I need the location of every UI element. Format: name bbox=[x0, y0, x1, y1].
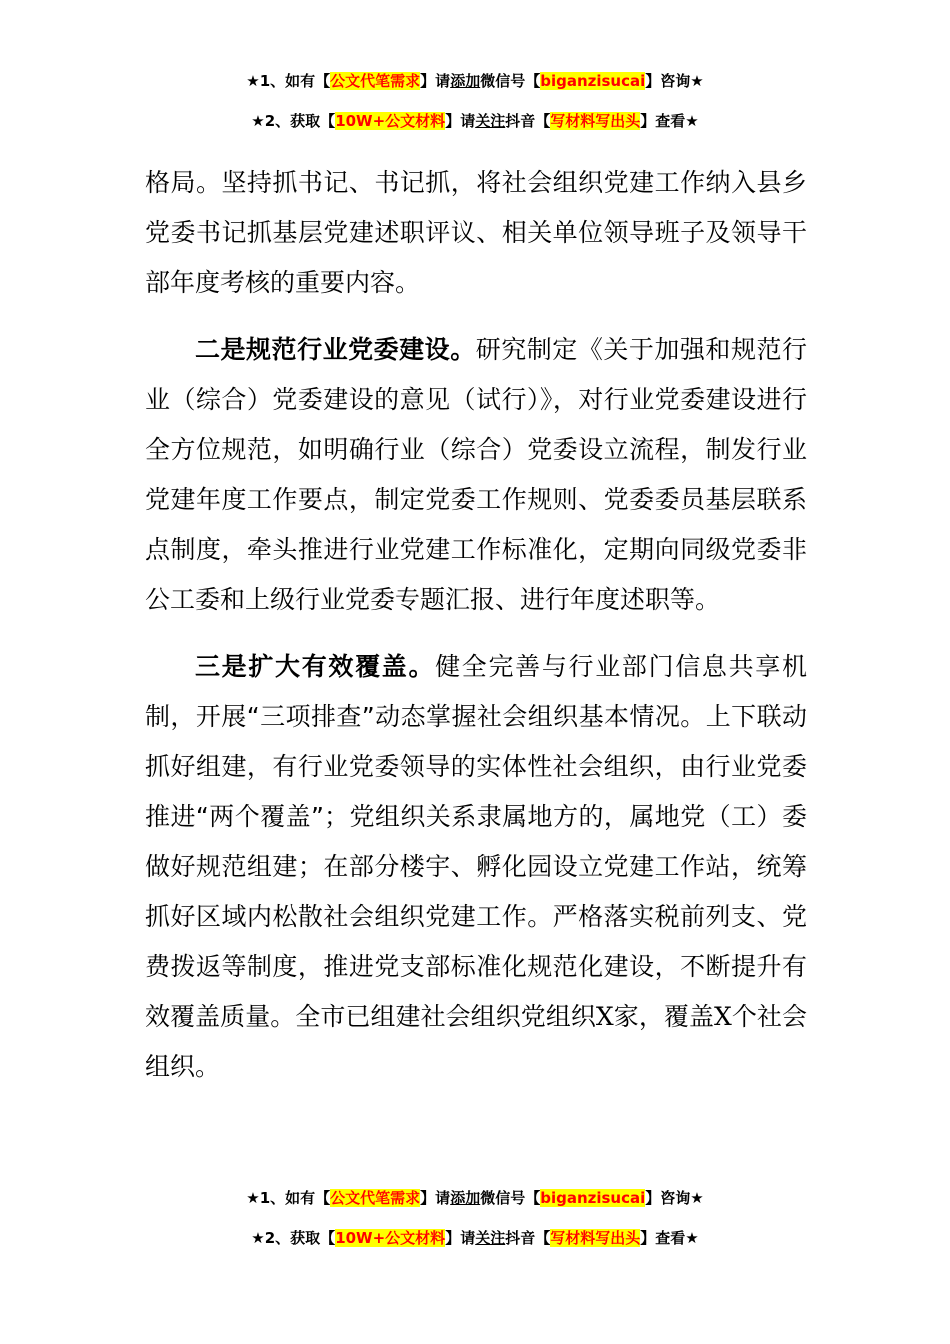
paragraph-2 bbox=[145, 325, 807, 625]
footer-line1-underline: 添加 bbox=[450, 1189, 481, 1207]
header-line2-mid2: 抖音【 bbox=[505, 112, 551, 130]
header-line2-mid1: 】请 bbox=[445, 112, 476, 130]
paragraph-3-text-c: 个社会组织。 bbox=[145, 1002, 807, 1081]
footer-line1-mid1: 】请 bbox=[420, 1189, 451, 1207]
header-line2-underline: 关注 bbox=[475, 112, 506, 130]
footer-banner-line1 bbox=[0, 1187, 950, 1209]
footer-line2-prefix: ★2、获取【 bbox=[251, 1229, 336, 1247]
paragraph-3-text-b: 家，覆盖 bbox=[613, 1002, 714, 1031]
paragraph-3-x2: X bbox=[714, 1002, 732, 1031]
footer-line2-suffix: 】查看★ bbox=[640, 1229, 699, 1247]
footer-line2-mid2: 抖音【 bbox=[505, 1229, 551, 1247]
paragraph-3-lead: 三是扩大有效覆盖。 bbox=[195, 652, 436, 681]
footer-line2-mid1: 】请 bbox=[445, 1229, 476, 1247]
header-line1-highlight-service: 公文代笔需求 bbox=[330, 72, 421, 90]
footer-line1-mid2: 微信号【 bbox=[480, 1189, 541, 1207]
footer-line2-highlight-materials: 10W+公文材料 bbox=[335, 1229, 446, 1247]
paragraph-1: 格局。坚持抓书记、书记抓，将社会组织党建工作纳入县乡党委书记抓基层党建述职评议、相关单位领导班子及领导干部年度考核的重要内容。 bbox=[145, 168, 807, 297]
document-body bbox=[145, 158, 807, 1109]
header-line1-mid1: 】请 bbox=[420, 72, 451, 90]
footer-banner-line2 bbox=[0, 1227, 950, 1249]
paragraph-3 bbox=[145, 642, 807, 1092]
header-banner-line1 bbox=[0, 70, 950, 92]
header-line1-highlight-wechat: biganzisucai bbox=[540, 72, 646, 90]
paragraph-3-text-a: 健全完善与行业部门信息共享机制，开展“三项排查”动态掌握社会组织基本情况。上下联动抓好组建，有行业党委领导的实体性社会组织，由行业党委推进“两个覆盖”；党组织关系隶属地方的，属地党（工）委做好规范组建；在部分楼宇、孵化园设立党建工作站，统筹抓好区域内松散社会组织党建工作。严格落实税前列支、党费拨返等制度，推进党支部标准化规范化建设，不断提升有效覆盖质量。全市已组建社会组织党组织 bbox=[145, 652, 807, 1031]
footer-line1-prefix: ★1、如有【 bbox=[246, 1189, 331, 1207]
header-line1-mid2: 微信号【 bbox=[480, 72, 541, 90]
header-banner-line2 bbox=[0, 110, 950, 132]
paragraph-3-x1: X bbox=[595, 1002, 614, 1031]
header-line1-prefix: ★1、如有【 bbox=[246, 72, 331, 90]
header-line1-underline: 添加 bbox=[450, 72, 481, 90]
header-line2-highlight-douyin: 写材料写出头 bbox=[550, 112, 641, 130]
header-line2-suffix: 】查看★ bbox=[640, 112, 699, 130]
footer-line2-highlight-douyin: 写材料写出头 bbox=[550, 1229, 641, 1247]
header-line2-highlight-materials: 10W+公文材料 bbox=[335, 112, 446, 130]
paragraph-2-text: 研究制定《关于加强和规范行业（综合）党委建设的意见（试行）》，对行业党委建设进行全方位规范，如明确行业（综合）党委设立流程，制发行业党建年度工作要点，制定党委工作规则、党委委员基层联系点制度，牵头推进行业党建工作标准化，定期向同级党委非公工委和上级行业党委专题汇报、进行年度述职等。 bbox=[145, 335, 807, 614]
header-line2-prefix: ★2、获取【 bbox=[251, 112, 336, 130]
footer-line1-highlight-service: 公文代笔需求 bbox=[330, 1189, 421, 1207]
footer-line1-highlight-wechat: biganzisucai bbox=[540, 1189, 646, 1207]
footer-line2-underline: 关注 bbox=[475, 1229, 506, 1247]
footer-line1-suffix: 】咨询★ bbox=[645, 1189, 704, 1207]
header-line1-suffix: 】咨询★ bbox=[645, 72, 704, 90]
paragraph-2-lead: 二是规范行业党委建设。 bbox=[195, 335, 476, 364]
